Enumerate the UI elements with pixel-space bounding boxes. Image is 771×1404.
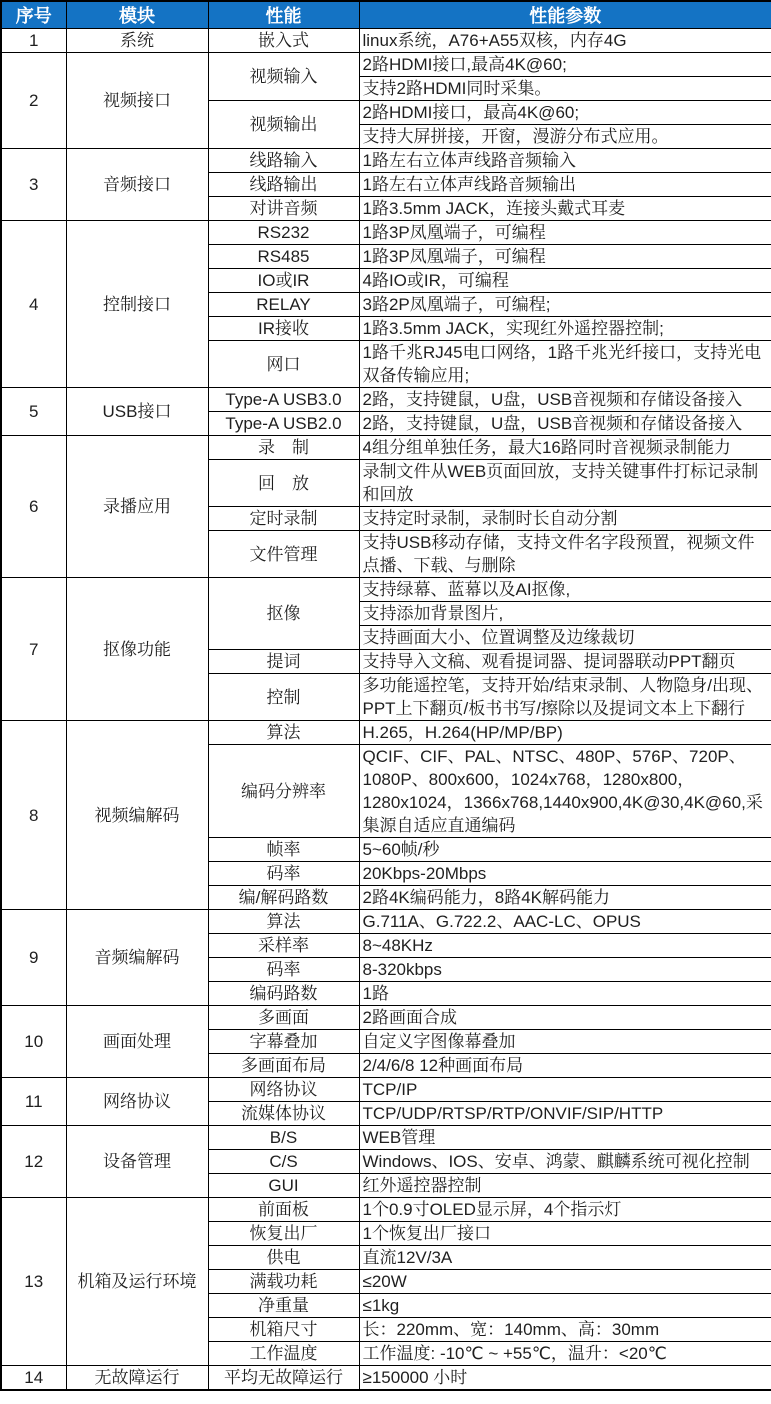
spec-name-cell: 对讲音频	[208, 197, 359, 221]
param-cell: TCP/UDP/RTSP/RTP/ONVIF/SIP/HTTP	[359, 1102, 771, 1126]
table-row	[1, 1366, 771, 1391]
table-row	[1, 1198, 771, 1222]
param-cell: 支持定时录制，录制时长自动分割	[359, 507, 771, 531]
spec-name-cell: 字幕叠加	[208, 1030, 359, 1054]
param-cell: 20Kbps-20Mbps	[359, 862, 771, 886]
param-cell: 5~60帧/秒	[359, 838, 771, 862]
module-cell: 无故障运行	[66, 1366, 208, 1391]
spec-name-cell: Type-A USB2.0	[208, 412, 359, 436]
param-cell: 支持导入文稿、观看提词器、提词器联动PPT翻页	[359, 650, 771, 674]
spec-name-cell: 回 放	[208, 460, 359, 507]
spec-name-cell: 定时录制	[208, 507, 359, 531]
row-number-cell: 7	[1, 578, 66, 721]
param-cell: 2路4K编码能力，8路4K解码能力	[359, 886, 771, 910]
param-cell: 2路HDMI接口,最高4K@60;	[359, 53, 771, 77]
table-row	[1, 221, 771, 245]
row-number-cell: 13	[1, 1198, 66, 1366]
spec-name-cell: 提词	[208, 650, 359, 674]
spec-name-cell: 多画面布局	[208, 1054, 359, 1078]
row-number-cell: 11	[1, 1078, 66, 1126]
module-cell: 视频编解码	[66, 721, 208, 910]
table-row	[1, 436, 771, 460]
spec-name-cell: 帧率	[208, 838, 359, 862]
spec-name-cell: RELAY	[208, 293, 359, 317]
param-cell: 支持大屏拼接，开窗，漫游分布式应用。	[359, 125, 771, 149]
param-cell: 3路2P凤凰端子，可编程;	[359, 293, 771, 317]
param-cell: 1个0.9寸OLED显示屏，4个指示灯	[359, 1198, 771, 1222]
spec-name-cell: 网络协议	[208, 1078, 359, 1102]
spec-name-cell: 嵌入式	[208, 29, 359, 53]
spec-name-cell: 算法	[208, 910, 359, 934]
table-row	[1, 388, 771, 412]
param-cell: 多功能遥控笔，支持开始/结束录制、人物隐身/出现、PPT上下翻页/板书书写/擦除以及提词文本上下翻行	[359, 674, 771, 721]
param-cell: 8~48KHz	[359, 934, 771, 958]
param-cell: 支持绿幕、蓝幕以及AI抠像,	[359, 578, 771, 602]
spec-name-cell: 码率	[208, 862, 359, 886]
spec-name-cell: RS232	[208, 221, 359, 245]
row-number-cell: 3	[1, 149, 66, 221]
header-row	[1, 1, 771, 29]
spec-name-cell: IR接收	[208, 317, 359, 341]
spec-name-cell: 线路输出	[208, 173, 359, 197]
module-cell: 音频接口	[66, 149, 208, 221]
row-number-cell: 9	[1, 910, 66, 1006]
module-cell: 音频编解码	[66, 910, 208, 1006]
spec-name-cell: 多画面	[208, 1006, 359, 1030]
spec-name-cell: 控制	[208, 674, 359, 721]
module-cell: 录播应用	[66, 436, 208, 578]
spec-name-cell: 平均无故障运行	[208, 1366, 359, 1391]
spec-name-cell: GUI	[208, 1174, 359, 1198]
module-cell: 抠像功能	[66, 578, 208, 721]
spec-name-cell: 编码分辨率	[208, 745, 359, 838]
param-cell: ≤20W	[359, 1270, 771, 1294]
param-cell: 1路3P凤凰端子，可编程	[359, 245, 771, 269]
row-number-cell: 6	[1, 436, 66, 578]
param-cell: ≤1kg	[359, 1294, 771, 1318]
param-cell: 1个恢复出厂接口	[359, 1222, 771, 1246]
module-cell: 网络协议	[66, 1078, 208, 1126]
spec-name-cell: IO或IR	[208, 269, 359, 293]
param-cell: 长：220mm、宽：140mm、高：30mm	[359, 1318, 771, 1342]
module-cell: 视频接口	[66, 53, 208, 149]
param-cell: 支持USB移动存储，支持文件名字段预置，视频文件点播、下载、与删除	[359, 531, 771, 578]
table-row	[1, 910, 771, 934]
spec-name-cell: 文件管理	[208, 531, 359, 578]
module-cell: 机箱及运行环境	[66, 1198, 208, 1366]
spec-name-cell: 码率	[208, 958, 359, 982]
table-row	[1, 578, 771, 602]
param-cell: 支持画面大小、位置调整及边缘裁切	[359, 626, 771, 650]
spec-name-cell: 前面板	[208, 1198, 359, 1222]
param-cell: 自定义字图像幕叠加	[359, 1030, 771, 1054]
table-row	[1, 53, 771, 77]
param-cell: 红外遥控器控制	[359, 1174, 771, 1198]
table-row	[1, 1006, 771, 1030]
spec-name-cell: 工作温度	[208, 1342, 359, 1366]
spec-name-cell: 恢复出厂	[208, 1222, 359, 1246]
spec-name-cell: 算法	[208, 721, 359, 745]
param-cell: 支持添加背景图片,	[359, 602, 771, 626]
row-number-cell: 12	[1, 1126, 66, 1198]
table-row	[1, 1078, 771, 1102]
spec-name-cell: C/S	[208, 1150, 359, 1174]
spec-name-cell: 编/解码路数	[208, 886, 359, 910]
param-cell: 4组分组单独任务，最大16路同时音视频录制能力	[359, 436, 771, 460]
param-cell: G.711A、G.722.2、AAC-LC、OPUS	[359, 910, 771, 934]
spec-name-cell: 满载功耗	[208, 1270, 359, 1294]
spec-name-cell: 录 制	[208, 436, 359, 460]
module-cell: USB接口	[66, 388, 208, 436]
param-cell: QCIF、CIF、PAL、NTSC、480P、576P、720P、1080P、800x600，1024x768，1280x800，1280x1024，1366x768,1440x900,4K@30,4K@60,采集源自适应直通编码	[359, 745, 771, 838]
spec-name-cell: B/S	[208, 1126, 359, 1150]
param-cell: 2路HDMI接口，最高4K@60;	[359, 101, 771, 125]
param-cell: 工作温度: -10℃ ~ +55℃，温升：<20℃	[359, 1342, 771, 1366]
spec-name-cell: 视频输入	[208, 53, 359, 101]
column-header-params: 性能参数	[359, 1, 771, 29]
param-cell: 1路千兆RJ45电口网络，1路千兆光纤接口，支持光电双备传输应用;	[359, 341, 771, 388]
spec-name-cell: Type-A USB3.0	[208, 388, 359, 412]
param-cell: 1路3.5mm JACK，连接头戴式耳麦	[359, 197, 771, 221]
spec-name-cell: 编码路数	[208, 982, 359, 1006]
spec-name-cell: 抠像	[208, 578, 359, 650]
column-header-index: 序号	[1, 1, 66, 29]
spec-name-cell: 视频输出	[208, 101, 359, 149]
table-header	[1, 1, 771, 29]
param-cell: 1路3P凤凰端子，可编程	[359, 221, 771, 245]
param-cell: TCP/IP	[359, 1078, 771, 1102]
param-cell: 2路，支持键鼠，U盘，USB音视频和存储设备接入	[359, 412, 771, 436]
row-number-cell: 5	[1, 388, 66, 436]
spec-name-cell: 线路输入	[208, 149, 359, 173]
param-cell: 8-320kbps	[359, 958, 771, 982]
table-row	[1, 149, 771, 173]
param-cell: 4路IO或IR，可编程	[359, 269, 771, 293]
param-cell: Windows、IOS、安卓、鸿蒙、麒麟系统可视化控制	[359, 1150, 771, 1174]
row-number-cell: 8	[1, 721, 66, 910]
row-number-cell: 4	[1, 221, 66, 388]
table-row	[1, 721, 771, 745]
spec-name-cell: 采样率	[208, 934, 359, 958]
module-cell: 画面处理	[66, 1006, 208, 1078]
param-cell: H.265，H.264(HP/MP/BP)	[359, 721, 771, 745]
param-cell: 直流12V/3A	[359, 1246, 771, 1270]
module-cell: 系统	[66, 29, 208, 53]
param-cell: linux系统，A76+A55双核，内存4G	[359, 29, 771, 53]
spec-name-cell: 机箱尺寸	[208, 1318, 359, 1342]
column-header-spec: 性能	[208, 1, 359, 29]
module-cell: 设备管理	[66, 1126, 208, 1198]
column-header-module: 模块	[66, 1, 208, 29]
row-number-cell: 2	[1, 53, 66, 149]
param-cell: 2路画面合成	[359, 1006, 771, 1030]
param-cell: 1路左右立体声线路音频输出	[359, 173, 771, 197]
param-cell: 录制文件从WEB页面回放，支持关键事件打标记录制和回放	[359, 460, 771, 507]
row-number-cell: 10	[1, 1006, 66, 1078]
param-cell: ≥150000 小时	[359, 1366, 771, 1391]
spec-name-cell: RS485	[208, 245, 359, 269]
row-number-cell: 1	[1, 29, 66, 53]
param-cell: 1路	[359, 982, 771, 1006]
param-cell: 1路左右立体声线路音频输入	[359, 149, 771, 173]
param-cell: 支持2路HDMI同时采集。	[359, 77, 771, 101]
table-row	[1, 29, 771, 53]
param-cell: WEB管理	[359, 1126, 771, 1150]
spec-name-cell: 净重量	[208, 1294, 359, 1318]
param-cell: 2/4/6/8 12种画面布局	[359, 1054, 771, 1078]
spec-name-cell: 流媒体协议	[208, 1102, 359, 1126]
table-row	[1, 1126, 771, 1150]
row-number-cell: 14	[1, 1366, 66, 1391]
spec-name-cell: 供电	[208, 1246, 359, 1270]
table-body	[1, 29, 771, 1391]
spec-name-cell: 网口	[208, 341, 359, 388]
param-cell: 1路3.5mm JACK，实现红外遥控器控制;	[359, 317, 771, 341]
param-cell: 2路，支持键鼠，U盘，USB音视频和存储设备接入	[359, 388, 771, 412]
module-cell: 控制接口	[66, 221, 208, 388]
